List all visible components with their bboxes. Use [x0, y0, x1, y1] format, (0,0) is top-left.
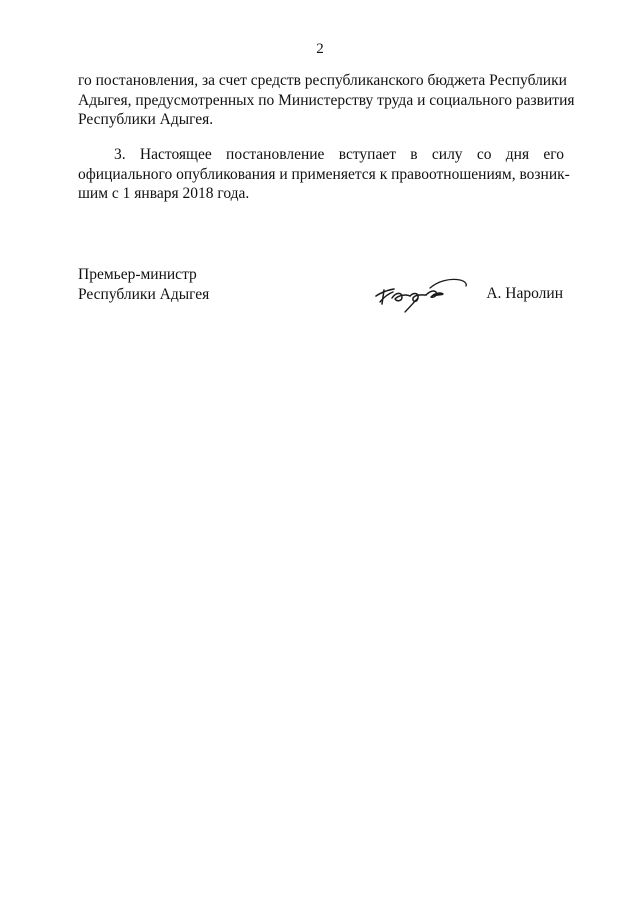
paragraph-effective-date — [78, 145, 570, 204]
paragraph-line: Республики Адыгея. — [78, 111, 214, 128]
position-title: Премьер-министр — [78, 266, 197, 283]
signature-stroke — [430, 279, 466, 288]
paragraph-line: го постановления, за счет средств республиканского бюджета Республики — [78, 72, 567, 89]
signature-stroke — [434, 294, 442, 295]
paragraph-funding — [78, 71, 575, 130]
position-region: Республики Адыгея — [78, 285, 210, 303]
paragraph-line: 3. Настоящее постановление вступает в силу со дня его — [114, 146, 564, 163]
signatory-position — [78, 265, 209, 304]
signatory-name: А. Наролин — [486, 285, 563, 302]
signature-stroke — [405, 298, 418, 312]
signature-stroke — [392, 293, 410, 300]
paragraph-line: официального опубликования и применяется к правоотношениям, возник- — [78, 165, 570, 183]
handwritten-signature — [372, 272, 470, 316]
page-number: 2 — [316, 41, 324, 57]
paragraph-line: Адыгея, предусмотренных по Министерству труда и социального развития — [78, 91, 575, 109]
paragraph-line: шим с 1 января 2018 года. — [78, 185, 250, 202]
